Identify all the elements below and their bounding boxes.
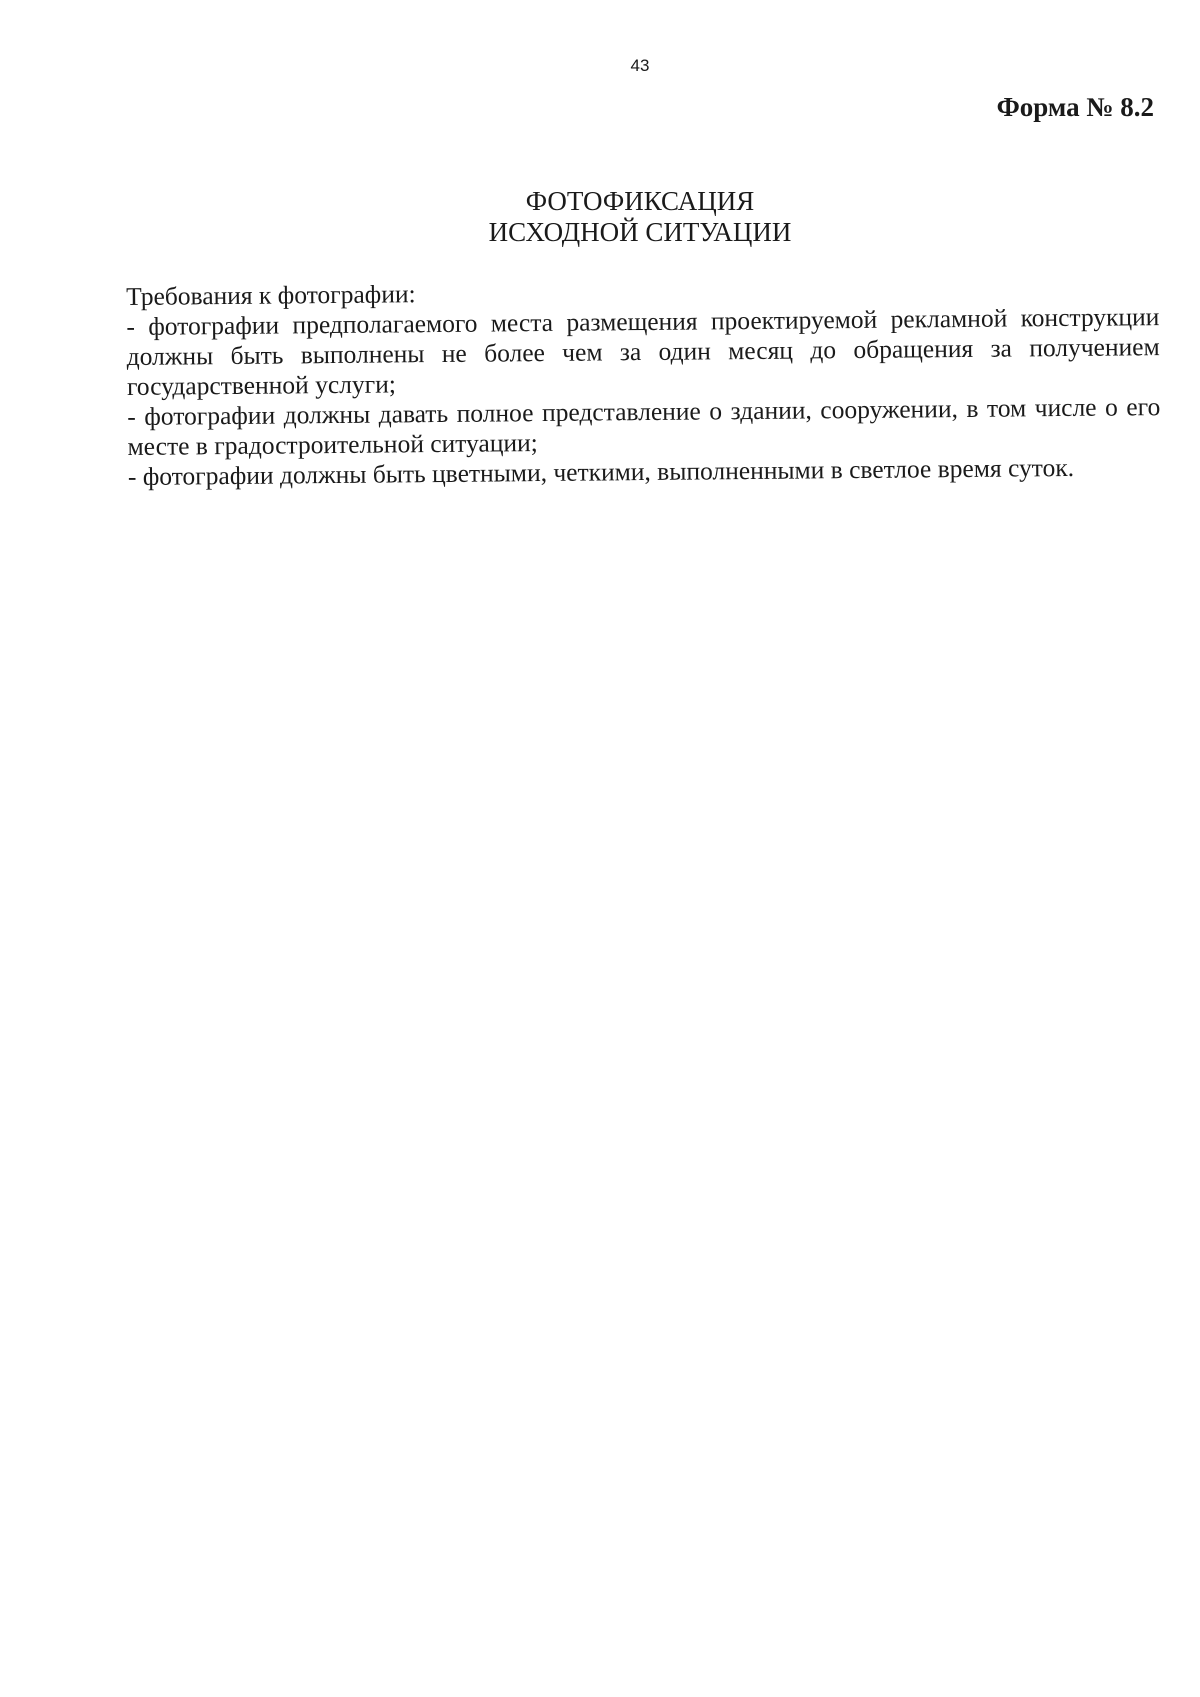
document-title: [0, 186, 1200, 248]
page-number: 43: [630, 56, 650, 75]
form-number: Форма № 8.2: [996, 92, 1154, 122]
title-line-1: ФОТОФИКСАЦИЯ: [525, 186, 755, 216]
requirement-item-1: - фотографии предполагаемого места размещения проектируемой рекламной конструкции должны быть выполнены не более чем за один месяц до обращения за получением государственной услуги;: [126, 302, 1160, 401]
requirement-item-3: - фотографии должны быть цветными, четкими, выполненными в светлое время суток.: [127, 452, 1075, 491]
requirement-item-2: - фотографии должны давать полное представление о здании, сооружении, в том числе о его месте в градостроительной ситуации;: [127, 392, 1161, 461]
requirements-section: [126, 272, 1161, 492]
title-line-2: ИСХОДНОЙ СИТУАЦИИ: [488, 217, 792, 247]
requirements-heading: Требования к фотографии:: [126, 279, 416, 311]
